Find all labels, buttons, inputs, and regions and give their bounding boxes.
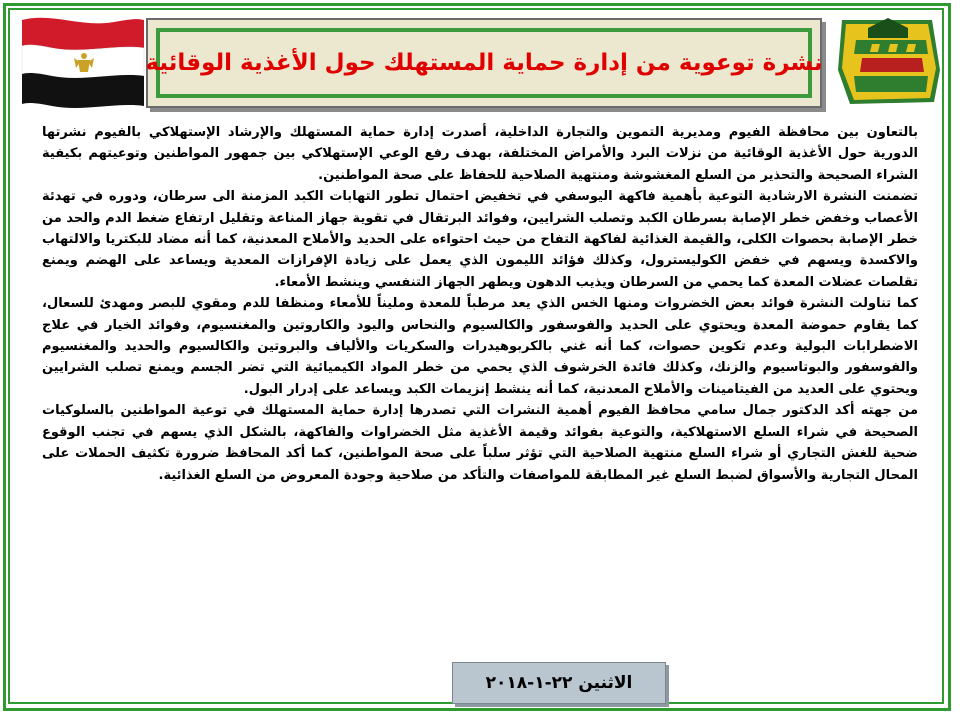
ministry-logo-icon [832,10,944,108]
article-paragraph: بالتعاون بين محافظة الفيوم ومديرية التموين والتجارة الداخلية، أصدرت إدارة حماية المستهلك والإرشاد الإستهلاكي بالفيوم نشرتها الدورية حول الأغذية الوقائية من نزلات البرد والأمراض المختلفة، بهدف رفع الوعي الإستهلاكي بين جمهور المواطنين وتوعيتهم بكيفية الشراء الصحيحة والتحذير من السلع المغشوشة ومنتهية الصلاحية للحفاظ على صحة المواطنين. [42,125,918,183]
article-body [42,122,918,486]
date-text: الاثنين ٢٢-١-٢٠١٨ [485,673,633,693]
date-badge [452,662,666,704]
article-paragraph: تضمنت النشرة الارشادية التوعية بأهمية فاكهة اليوسفي في تخفيض احتمال تطور التهابات الكبد المزمنة الى سرطان، ودوره في تهدئة الأعصاب وخفض خطر الإصابة بسرطان الكبد وتصلب الشرايين، وفوائد البرتقال في تقوية جهاز المناعة وتقليل ارتفاع ضغط الدم والحد من خطر الإصابة بحصوات الكلى، والقيمة الغذائية لفاكهة التفاح من حيث احتواءه على الحديد والأملاح المعدنية، كما أنه مضاد للبكتريا والالتهاب والاكسدة ويسهم في خفض الكوليسترول، وكذلك فؤائد الليمون الذي يعمل على زيادة الإفرازات المعدية ويساعد على الهضم ويمنع تقلصات عضلات المعدة كما يحمي من السرطان ويذيب الدهون ويطهر الجهاز التنفسي وينشط الأمعاء. [42,189,918,290]
title-banner-border [145,28,823,98]
article-paragraph: من جهته أكد الدكتور جمال سامي محافظ الفيوم أهمية النشرات التي تصدرها إدارة حماية المستهلك في توعية المواطنين بالسلوكيات الصحيحة في شراء السلع الاستهلاكية، والتوعية بفوائد وقيمة الأغذية مثل الخضراوات والفاكهة، بالشكل الذي يسهم في تجنب الوقوع ضحية للغش التجاري أو شراء السلع منتهية الصلاحية التي تؤثر سلباً على صحة المواطنين، كما أكد المحافظ ضرورة تكثيف الحملات على المحال التجارية والأسواق لضبط السلع غير المطابقة للمواصفات والتأكد من صلاحية وجودة المعروض من السلع الغذائية. [42,403,918,483]
title-banner [146,18,822,108]
article-paragraph: كما تناولت النشرة فوائد بعض الخضروات ومنها الخس الذي يعد مرطباً للمعدة ومليناً للأمعاء ومنظفا للدم ومقوي للبصر ومهدئ للسعال، كما يقاوم حموضة المعدة ويحتوي على الحديد والفوسفور والكالسيوم والنحاس واليود والكاروتين والمغنسيوم، وفوائد الخيار في علاج الاضطرابات البولية وعدم تكوين حصوات، كما أنه غني بالكربوهيدرات والسكريات والألياف والبروتين والكالسيوم والحديد والمغنسيوم والفوسفور والبوتاسيوم والزنك، وكذلك فائدة الخرشوف الذي يحمي من خطر المواد الكيميائية التي تضر الجسم ويمنع تصلب الشرايين ويحتوي على العديد من الفيتامينات والأملاح المعدنية، كما أنه ينشط إنزيمات الكبد ويساعد على إدرار البول. [42,296,918,397]
egypt-flag-icon [18,14,146,112]
page-title: نشرة توعوية من إدارة حماية المستهلك حول الأغذية الوقائية [145,50,823,76]
